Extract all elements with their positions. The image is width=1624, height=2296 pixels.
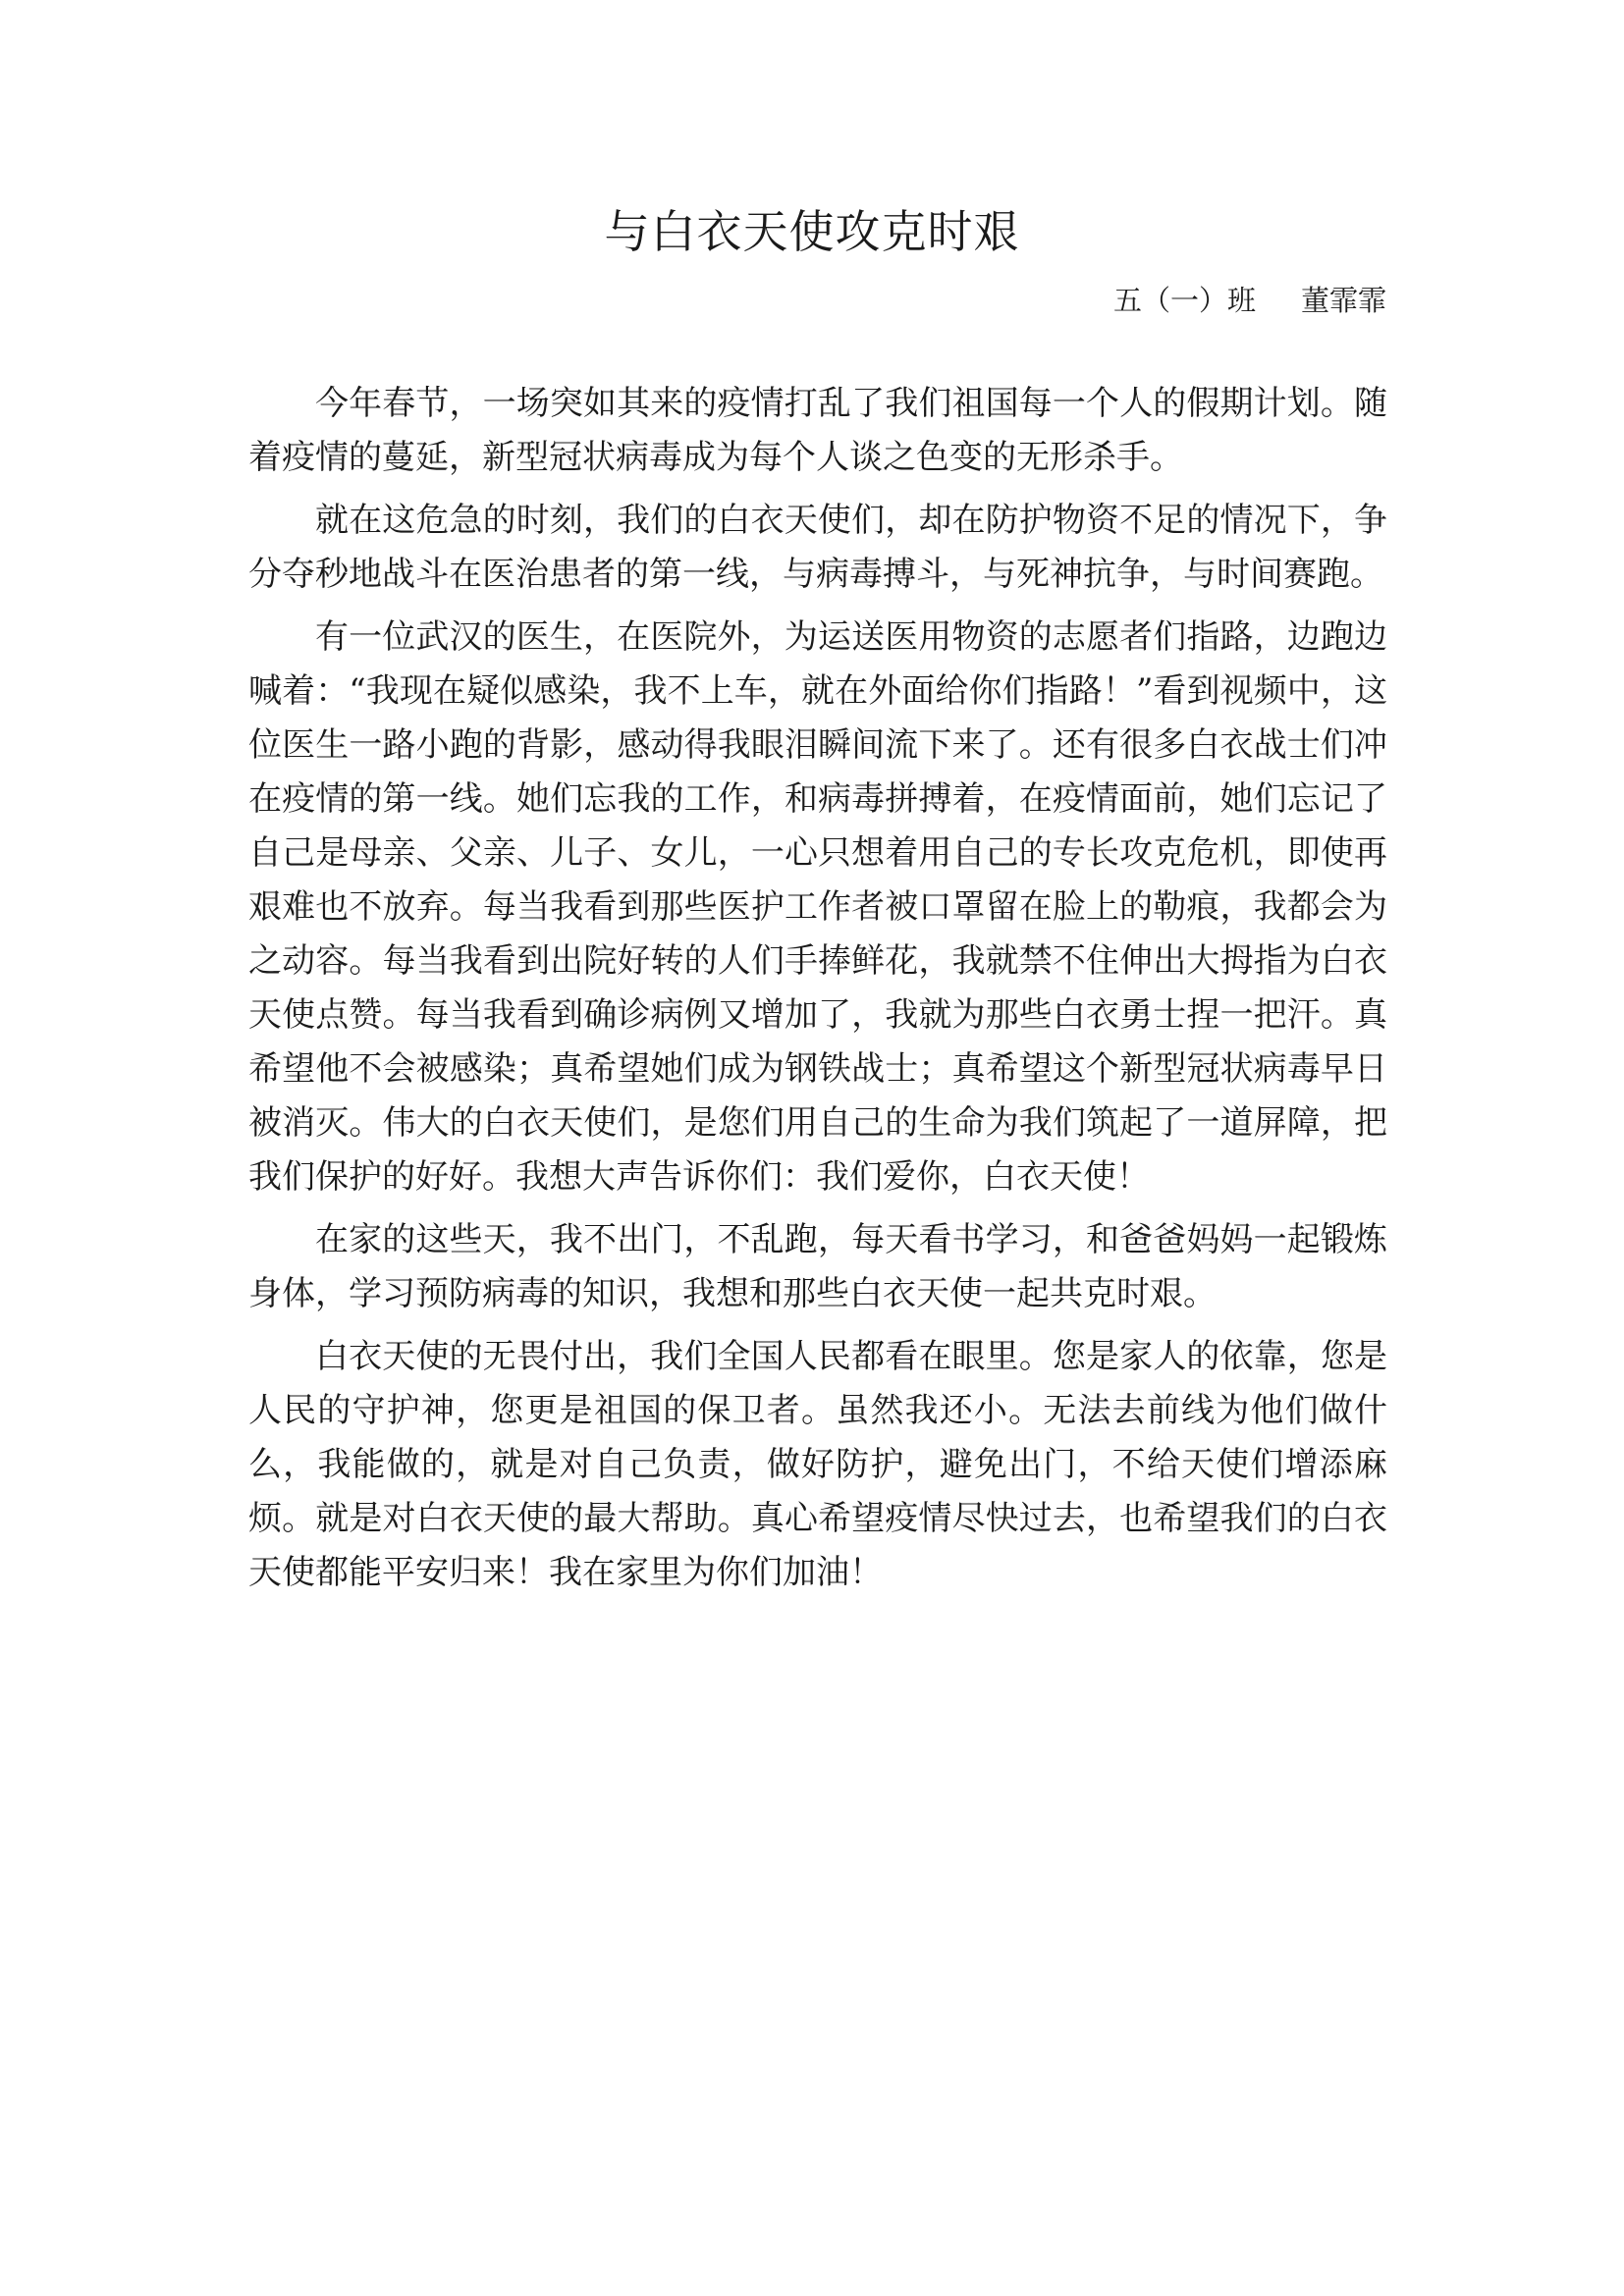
paragraph-2: 就在这危急的时刻，我们的白衣天使们，却在防护物资不足的情况下，争分夺秒地战斗在医治患者的第一线，与病毒搏斗，与死神抗争，与时间赛跑。 [248, 501, 1387, 594]
paragraph-1: 今年春节，一场突如其来的疫情打乱了我们祖国每一个人的假期计划。随着疫情的蔓延，新型冠状病毒成为每个人谈之色变的无形杀手。 [248, 384, 1387, 477]
document-title: 与白衣天使攻克时艰 [604, 205, 1020, 258]
article-body [248, 377, 1387, 1609]
paragraph-5: 白衣天使的无畏付出，我们全国人民都看在眼里。您是家人的依靠，您是人民的守护神，您更是祖国的保卫者。虽然我还小。无法去前线为他们做什么，我能做的，就是对自己负责，做好防护，避免出门，不给天使们增添麻烦。就是对白衣天使的最大帮助。真心希望疫情尽快过去，也希望我们的白衣天使都能平安归来！我在家里为你们加油！ [248, 1337, 1387, 1592]
byline [1113, 281, 1386, 320]
paragraph-4: 在家的这些天，我不出门，不乱跑，每天看书学习，和爸爸妈妈一起锻炼身体，学习预防病毒的知识，我想和那些白衣天使一起共克时艰。 [248, 1220, 1387, 1313]
author-name: 董霏霏 [1300, 284, 1386, 317]
class-name: 五（一）班 [1112, 284, 1256, 317]
paragraph-3: 有一位武汉的医生，在医院外，为运送医用物资的志愿者们指路，边跑边喊着：“我现在疑似感染，我不上车，就在外面给你们指路！”看到视频中，这位医生一路小跑的背影，感动得我眼泪瞬间流下来了。还有很多白衣战士们冲在疫情的第一线。她们忘我的工作，和病毒拼搏着，在疫情面前，她们忘记了自己是母亲、父亲、儿子、女儿，一心只想着用自己的专长攻克危机，即使再艰难也不放弃。每当我看到那些医护工作者被口罩留在脸上的勒痕，我都会为之动容。每当我看到出院好转的人们手捧鲜花，我就禁不住伸出大拇指为白衣天使点赞。每当我看到确诊病例又增加了，我就为那些白衣勇士捏一把汗。真希望他不会被感染；真希望她们成为钢铁战士；真希望这个新型冠状病毒早日被消灭。伟大的白衣天使们，是您们用自己的生命为我们筑起了一道屏障，把我们保护的好好。我想大声告诉你们：我们爱你，白衣天使！ [248, 617, 1387, 1197]
